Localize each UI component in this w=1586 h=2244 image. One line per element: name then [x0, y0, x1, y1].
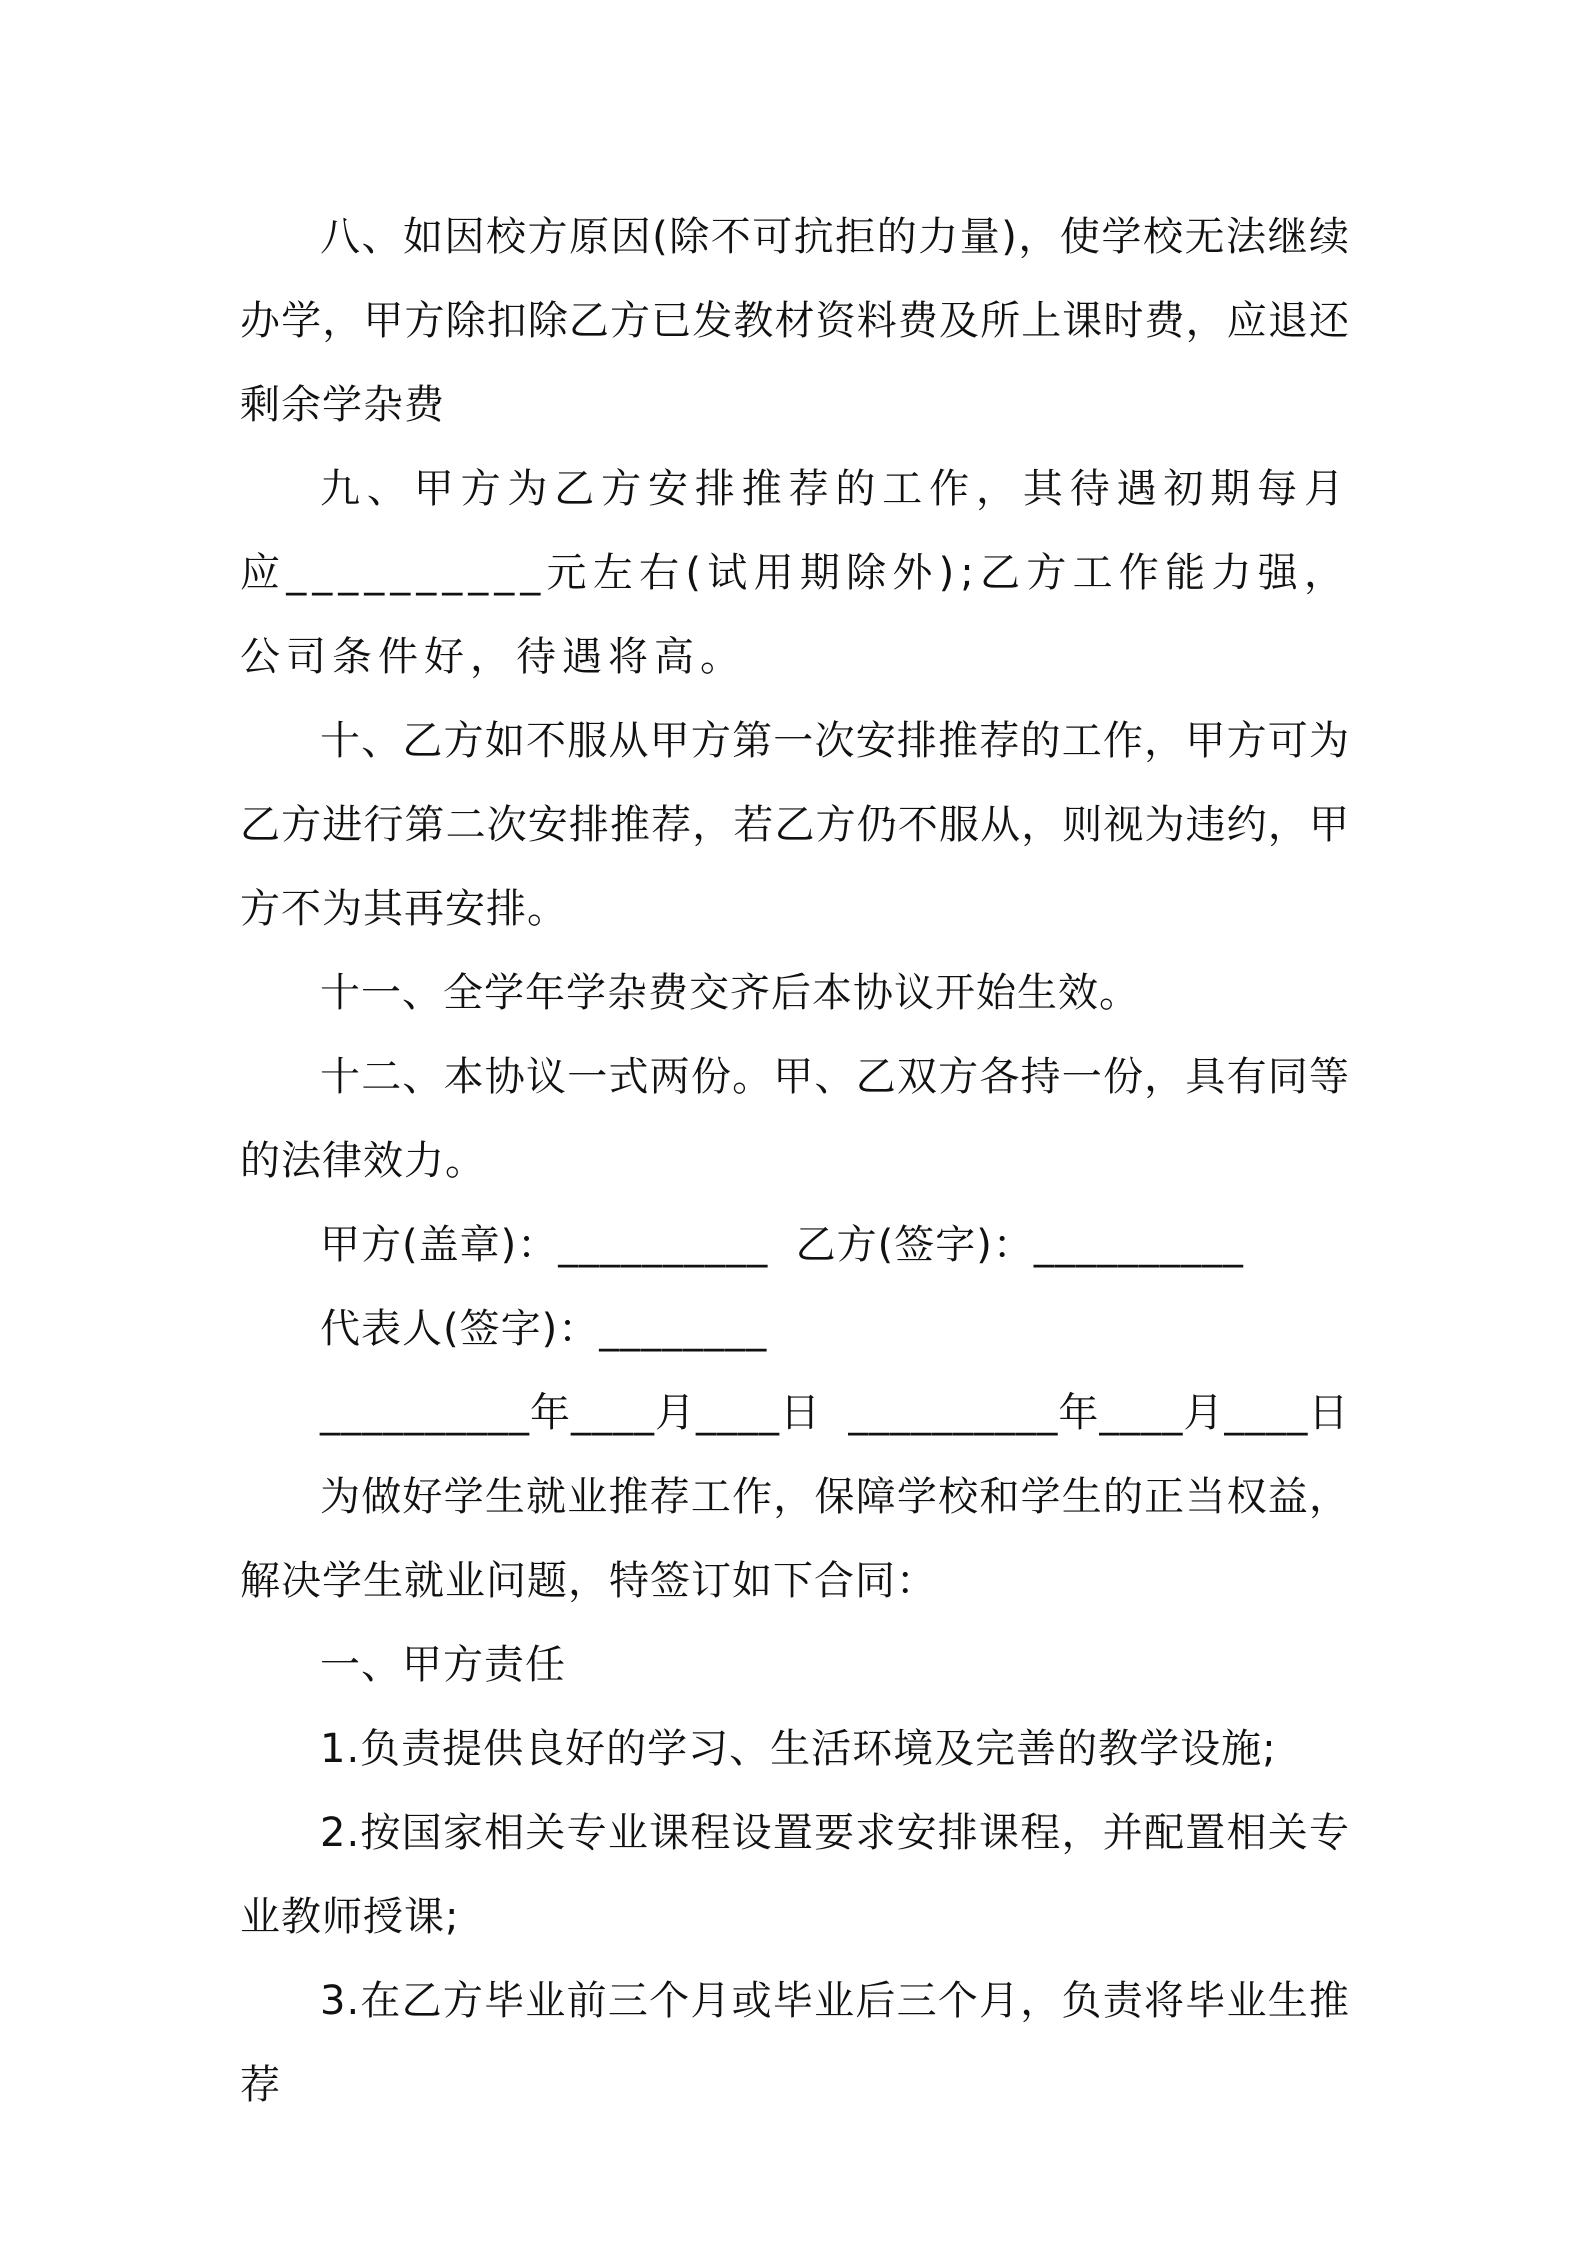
clause-11: 十一、全学年学杂费交齐后本协议开始生效。 — [320, 970, 1140, 1016]
document-body — [240, 195, 1350, 2127]
clause-9: 九、甲方为乙方安排推荐的工作，其待遇初期每月应__________元左右(试用期除外);乙方工作能力强，公司条件好，待遇将高。 — [240, 466, 1350, 680]
contract-intro: 为做好学生就业推荐工作，保障学校和学生的正当权益，解决学生就业问题，特签订如下合同： — [240, 1474, 1350, 1604]
signature-line-representative: 代表人(签字)：________ — [320, 1306, 768, 1352]
party-a-duty-2: 2.按国家相关专业课程设置要求安排课程，并配置相关专业教师授课; — [240, 1810, 1350, 1940]
date-line: __________年____月____日 __________年____月____日 — [320, 1390, 1350, 1436]
section-heading-party-a: 一、甲方责任 — [320, 1642, 566, 1688]
clause-10: 十、乙方如不服从甲方第一次安排推荐的工作，甲方可为乙方进行第二次安排推荐，若乙方仍不服从，则视为违约，甲方不为其再安排。 — [240, 718, 1350, 932]
signature-line-parties: 甲方(盖章)：__________ 乙方(签字)：__________ — [320, 1222, 1244, 1268]
party-a-duty-1: 1.负责提供良好的学习、生活环境及完善的教学设施; — [320, 1726, 1277, 1772]
clause-8: 八、如因校方原因(除不可抗拒的力量)，使学校无法继续办学，甲方除扣除乙方已发教材资料费及所上课时费，应退还剩余学杂费 — [240, 214, 1350, 428]
clause-12: 十二、本协议一式两份。甲、乙双方各持一份，具有同等的法律效力。 — [240, 1054, 1350, 1184]
party-a-duty-3: 3.在乙方毕业前三个月或毕业后三个月，负责将毕业生推荐 — [240, 1978, 1350, 2108]
